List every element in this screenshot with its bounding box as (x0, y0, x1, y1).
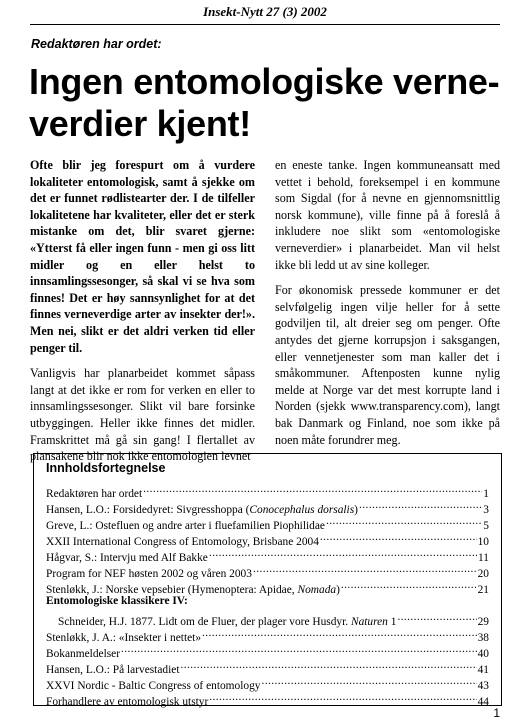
toc-entry-page: 10 (477, 536, 489, 548)
article-title: Ingen entomologiske verne-verdier kjent! (29, 61, 500, 144)
toc-entry-page: 40 (477, 648, 489, 660)
toc-entry-page: 5 (483, 520, 489, 532)
toc-entry-page: 1 (483, 488, 489, 500)
article-column-2 (275, 157, 500, 457)
toc-entry[interactable] (46, 481, 489, 500)
toc-entry-title: Redaktøren har ordet (46, 488, 143, 500)
toc-entry-title: Program for NEF høsten 2002 og våren 2003 (46, 568, 252, 580)
toc-entry-page: 29 (477, 616, 489, 628)
toc-list (46, 481, 489, 708)
toc-entry-title: Hågvar, S.: Intervju med Alf Bakke (46, 552, 208, 564)
body-paragraph: For økonomisk pressede kommuner er det selvfølgelig ingen vilje heller for å sette godviljen til, alt dreier seg om penger. Ofte antydes det gjerne korrupsjon i saksgangen, eller vennetjenester som man kaller det i småkommuner. Aftenposten kunne nylig melde at Norge var det mest korrupte land i Norden (sjekk www.transparency.com), langt bak Danmark og Finland, noe som ikke på noen måte forundrer meg. (275, 283, 500, 447)
toc-entry-page: 43 (477, 680, 489, 692)
toc-entry-title: XXVI Nordic - Baltic Congress of entomology (46, 680, 261, 692)
section-label: Redaktøren har ordet: (31, 37, 162, 51)
toc-entry-title: Hansen, L.O.: På larvestadiet (46, 664, 180, 676)
toc-entry-title: Schneider, H.J. 1877. Lidt om de Fluer, der plager vore Husdyr. Naturen 1 (58, 616, 397, 628)
toc-entry-page: 44 (477, 696, 489, 708)
toc-entry[interactable] (46, 609, 489, 628)
toc-entry-page: 41 (477, 664, 489, 676)
table-of-contents (33, 453, 502, 706)
lead-paragraph: Ofte blir jeg forespurt om å vurdere lokaliteter entomologisk, samt å sjekke om det er funnet rødlistearter der. I de tilfeller lokalitetene har kvaliteter, eller det er sterk mistanke om det, blir svaret gjerne: «Ytterst få eller ingen funn - men gi oss litt midler og en eller helst to innsamlingssesonger, så skal vi se hva som finnes! Det er høy sannsynlighet for at det finnes verneverdige arter av insekter der!». Men nei, slikt er det aldri verken tid eller penger til. (30, 158, 255, 355)
toc-entry-title: Stenløkk, J. A.: «Insekter i nettet» (46, 632, 202, 644)
toc-entry-page: 20 (477, 568, 489, 580)
toc-entry-title: Greve, L.: Ostefluen og andre arter i fluefamilien Piophilidae (46, 520, 325, 532)
body-paragraph: en eneste tanke. Ingen kommuneansatt med vettet i behold, foreksempel i en kommune som Sigdal (for å nevne en gjennomsnittlig norsk kommune), ville finne på å foreslå å inkludere noe slikt som «entomologiske verneverdier» i planarbeidet. Man vil helst ikke bli ledd ut av sine kolleger. (275, 158, 500, 272)
toc-subheading-title: Entomologiske klassikere IV: (46, 595, 188, 607)
toc-entry-title: XXII International Congress of Entomology, Brisbane 2004 (46, 536, 319, 548)
toc-entry-title: Forhandlere av entomologisk utstyr (46, 696, 209, 708)
body-paragraph: Vanligvis har planarbeidet kommet såpass langt at det ikke er rom for verken en eller to innsamlingssesonger. Slikt vil bare forsinke utbyggingen. Heller ikke finnes det midler. Framskrittet må gå sin gang! I flertallet av plansakene blir nok ikke entomologien levnet (30, 366, 255, 464)
journal-header: Insekt-Nytt 27 (3) 2002 (203, 4, 327, 19)
toc-entry-title: Stenløkk, J.: Norske vepsebier (Hymenoptera: Apidae, Nomada) (46, 584, 340, 596)
toc-entry-page: 21 (477, 584, 489, 596)
toc-entry-title: Bokanmeldelser (46, 648, 121, 660)
toc-entry-page: 3 (483, 504, 489, 516)
toc-entry-page: 11 (478, 552, 489, 564)
article-column-1 (30, 157, 255, 474)
toc-title: Innholdsfortegnelse (46, 461, 166, 475)
toc-entry-page: 38 (477, 632, 489, 644)
page-number: 1 (493, 706, 500, 720)
toc-entry-title: Hansen, L.O.: Forsidedyret: Sivgresshoppa (Conocephalus dorsalis) (46, 504, 358, 516)
header-rule (30, 24, 500, 25)
